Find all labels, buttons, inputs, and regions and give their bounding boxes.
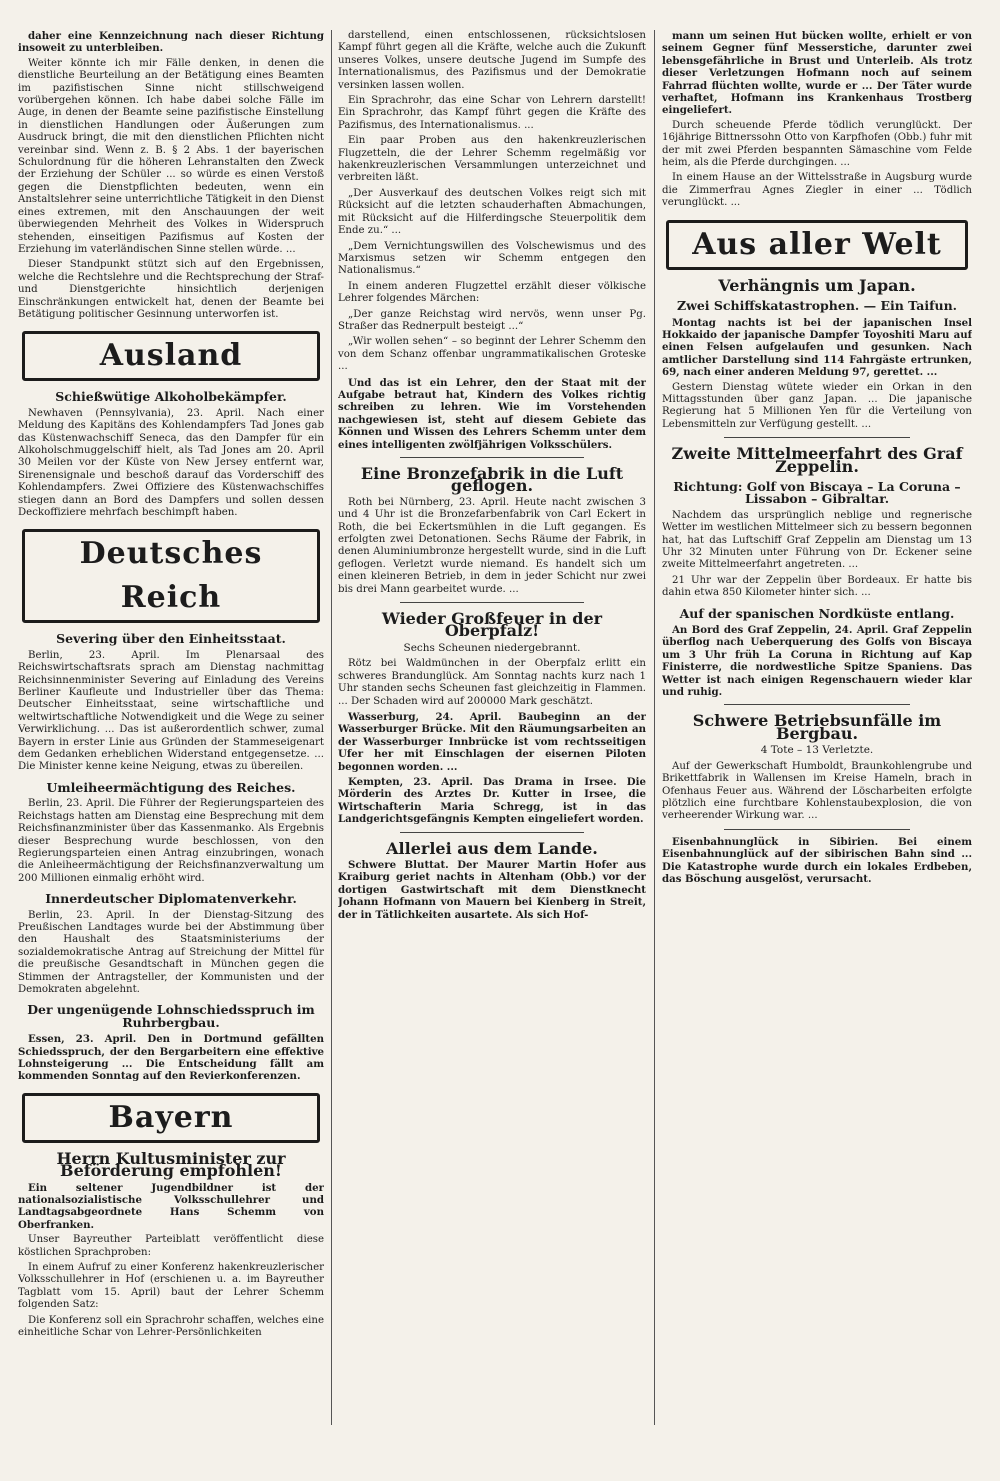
column-rule xyxy=(331,30,332,1425)
article-paragraph: Weiter könnte ich mir Fälle denken, in denen die dienstliche Beurteilung an der Betätigung eines Beamten im pazifistischen Sinne nicht stillschweigend vorübergehen können. Ich habe dabei solche Fälle im Auge, in denen der Beamte seine pazifistische Einstellung in dienstlichen Handlungen oder Äußerungen zum Ausdruck bringt, die mit den dienstlichen Pflichten nicht vereinbar sind. Wenn z. B. § 2 Abs. 1 der bayerischen Schulordnung für die höheren Lehranstalten den Zweck der Erziehung der Schüler ... so würde es einen Verstoß gegen die Dienstpflichten bedeuten, wenn ein Anstaltslehrer seine unterrichtliche Tätigkeit in den Dienst eines extremen, mit den Anschauungen der weit überwiegenden Mehrheit des Volkes in Widerspruch stehenden, einseitigen Pazifismus auf Kosten der Erziehung im vaterländischen Sinne stellen würde. ... xyxy=(18,57,324,255)
article-paragraph: „Dem Vernichtungswillen des Volschewismus und des Marxismus setzen wir Schemm entgegen den Nationalismus.“ xyxy=(338,240,646,277)
section-heading-bayern: Bayern xyxy=(22,1093,320,1143)
article-paragraph: Roth bei Nürnberg, 23. April. Heute nacht zwischen 3 und 4 Uhr ist die Bronzefarbenfabrik von Carl Eckert in Roth, die bei Eckertsmühlen in die Luft gegangen. Es erfolgten zwei Detonationen. Sechs Räume der Fabrik, in denen Aluminiumbronze hergestellt wurde, sind in die Luft geflogen. Verletzt wurde niemand. Es handelt sich um einen kleineren Betrieb, in dem in jeder Schicht nur zwei bis drei Mann gearbeitet wurde. ... xyxy=(338,496,646,595)
article-subheadline: Zwei Schiffskatastrophen. — Ein Taifun. xyxy=(676,298,958,314)
article-paragraph: Ein paar Proben aus den hakenkreuzlerischen Flugzetteln, die der Lehrer Schemm regelmäßig vor hakenkreuzlerischen Versammlungen unterzeichnet und verbreiten läßt. xyxy=(338,135,646,184)
article-paragraph: Eisenbahnunglück in Sibirien. Bei einem Eisenbahnunglück auf der sibirischen Bahn sind ... Die Katastrophe wurde durch ein lokales Erdbeben, das Böschung ausgelöst, verursacht. xyxy=(662,835,972,885)
article-paragraph: Essen, 23. April. Den in Dortmund gefällten Schiedsspruch, der den Bergarbeitern eine effektive Lohnsteigerung ... Die Entscheidung fällt am kommenden Sonntag auf den Revierkonferenzen. xyxy=(18,1033,324,1083)
section-heading-aus-aller-welt: Aus aller Welt xyxy=(666,220,968,270)
article-paragraph: Kempten, 23. April. Das Drama in Irsee. Die Mörderin des Arztes Dr. Kutter in Irsee, die Wirtschafterin Maria Schregg, ist in das Landgerichtsgefängnis Kempten eingeliefert worden. xyxy=(338,775,646,826)
article-headline: Severing über den Einheitsstaat. xyxy=(56,631,286,647)
column-rule xyxy=(654,30,655,1425)
article-headline: Eine Bronzefabrik in die Luft geflogen. xyxy=(360,464,624,496)
article-paragraph: Schwere Bluttat. Der Maurer Martin Hofer aus Kraiburg geriet nachts in Altenham (Obb.) vor der dortigen Gastwirtschaft mit dem Dienstknecht Johann Hofmann von Mauern bei Kienberg in Streit, der in Tätlichkeiten ausartete. Als sich Hof- xyxy=(338,858,646,921)
article-headline: Wieder Großfeuer in der Oberpfalz! xyxy=(381,609,603,641)
divider xyxy=(724,704,910,705)
article-paragraph: Und das ist ein Lehrer, den der Staat mit der Aufgabe betraut hat, Kindern des Volkes richtig schreiben zu lehren. Wie im Vorstehenden nachgewiesen ist, steht auf diesem Gebiete das Können und Wissen des Lehrers Schemm unter dem eines intelligenten zwölfjährigen Volksschülers. xyxy=(338,376,646,451)
article-paragraph: Ein seltener Jugendbildner ist der nationalsozialistische Volksschullehrer und Landtagsabgeordnete Hans Schemm von Oberfranken. xyxy=(18,1181,324,1231)
article-headline: Zweite Mittelmeerfahrt des Graf Zeppelin. xyxy=(671,444,963,476)
article-subheadline: Sechs Scheunen niedergebrannt. xyxy=(403,641,581,654)
article-paragraph: Newhaven (Pennsylvania), 23. April. Nach einer Meldung des Kapitäns des Kohlendampfers Tad Jones gab das Küstenwachschiff Seneca, das den Dampfer für ein Alkoholschmuggelschiff hielt, als Tad Jones am 20. April 30 Meilen vor der Küste von New Jersey entfernt war, Sirenensignale und beschoß darauf das Vorderschiff des Kohlendampfers. Zwei Offiziere des Küstenwachschiffes stiegen dann an Bord des Dampfers und sollen dessen Deckoffiziere mehrfach beschimpft haben. xyxy=(18,407,324,518)
article-headline: Herrn Kultusminister zur Beförderung empfohlen! xyxy=(56,1148,286,1181)
article-headline: Der ungenügende Lohnschiedsspruch im Ruhrbergbau. xyxy=(27,1002,315,1030)
article-paragraph: „Der ganze Reichstag wird nervös, wenn unser Pg. Straßer das Rednerpult besteigt ...“ xyxy=(338,308,646,332)
article-headline: Verhängnis um Japan. xyxy=(718,275,916,295)
article-paragraph: In einem Aufruf zu einer Konferenz hakenkreuzlerischer Volksschullehrer in Hof (erschienen u. a. im Bayreuther Tagblatt vom 15. April) baut der Lehrer Schemm folgenden Satz: xyxy=(18,1262,324,1311)
article-paragraph: daher eine Kennzeichnung nach dieser Richtung insoweit zu unterbleiben. xyxy=(18,30,324,55)
article-paragraph: In einem Hause an der Wittelsstraße in Augsburg wurde die Zimmerfrau Agnes Ziegler in einer ... Tödlich verunglückt. ... xyxy=(662,172,972,209)
article-paragraph: Auf der Gewerkschaft Humboldt, Braunkohlengrube und Brikettfabrik in Wallensen im Kreise Hameln, brach in Ofenhaus Feuer aus. Während der Löscharbeiten erfolgte plötzlich eine furchtbare Kohlenstaubexplosion, die von verheerender Wirkung war. ... xyxy=(662,760,972,822)
article-paragraph: Montag nachts ist bei der japanischen Insel Hokkaido der japanische Dampfer Toyoshiti Maru auf einen Felsen aufgelaufen und gesunken. Nach amtlicher Darstellung sind 114 Fahrgäste ertrunken, 69, nach einer anderen Meldung 97, gerettet. ... xyxy=(662,316,972,379)
article-paragraph: In einem anderen Flugzettel erzählt dieser völkische Lehrer folgendes Märchen: xyxy=(338,280,646,305)
article-paragraph: Berlin, 23. April. Die Führer der Regierungsparteien des Reichstags hatten am Dienstag eine Besprechung mit dem Reichsfinanzminister über das Kassenmanko. Als Ergebnis dieser Besprechung wurde beschlossen, von den Regierungsparteien einen Antrag einzubringen, wonach die Anleiheermächtigung der Reichsfinanzverwaltung um 200 Millionen einmalig erhöht wird. xyxy=(18,798,324,884)
article-paragraph: Nachdem das ursprünglich neblige und regnerische Wetter im westlichen Mittelmeer sich zu bessern begonnen hat, hat das Luftschiff Graf Zeppelin am Dienstag um 13 Uhr 32 Minuten unter Führung von Dr. Eckener seine zweite Mittelmeerfahrt angetreten. ... xyxy=(662,509,972,571)
divider xyxy=(724,829,910,830)
divider xyxy=(724,437,910,438)
article-paragraph: Ein Sprachrohr, das eine Schar von Lehrern darstellt! Ein Sprachrohr, das Kampf führt gegen die Kräfte des Pazifismus, des Internationalismus. ... xyxy=(338,95,646,131)
article-paragraph: 21 Uhr war der Zeppelin über Bordeaux. Er hatte bis dahin etwa 850 Kilometer hinter sich. ... xyxy=(662,574,972,599)
article-subheadline: Auf der spanischen Nordküste entlang. xyxy=(679,605,955,621)
article-headline: Allerlei aus dem Lande. xyxy=(386,838,598,858)
article-paragraph: darstellend, einen entschlossenen, rücksichtslosen Kampf führt gegen all die Kräfte, welche auch die Zukunft unseres Volkes, unsere deutsche Jugend im Sumpfe des Internationalismus, des Pazifismus und der Demokratie versinken lassen wollen. xyxy=(338,30,646,91)
article-paragraph: Wasserburg, 24. April. Baubeginn an der Wasserburger Brücke. Mit den Räumungsarbeiten an der Wasserburger Innbrücke ist vom rechtsseitigen Ufer her mit Einschlagen der eisernen Piloten begonnen worden. ... xyxy=(338,710,646,773)
article-paragraph: Berlin, 23. April. In der Dienstag-Sitzung des Preußischen Landtages wurde bei der Abstimmung über den Haushalt des Staatsministeriums der sozialdemokratische Antrag auf Streichung der Mittel für die preußische Gesandtschaft in München gegen die Stimmen der Antragsteller, der Kommunisten und der Demokraten abgelehnt. xyxy=(18,909,324,995)
article-paragraph: An Bord des Graf Zeppelin, 24. April. Graf Zeppelin überflog nach Ueberquerung des Golfs von Biscaya um 3 Uhr früh La Coruna in Richtung auf Kap Finisterre, die nordwestliche Spitze Spaniens. Das Wetter ist nach einigen Regenschauern wieder klar und ruhig. xyxy=(662,624,972,699)
divider xyxy=(400,457,585,458)
article-paragraph: Gestern Dienstag wütete wieder ein Orkan in den Mittagsstunden über ganz Japan. ... Die japanische Regierung hat 5 Millionen Yen für die Verteilung von Lebensmitteln zur Verfügung gestellt. ... xyxy=(662,381,972,430)
column-1 xyxy=(18,30,324,1430)
article-paragraph: Durch scheuende Pferde tödlich verunglückt. Der 16jährige Bittnerssohn Otto von Karpfhofen (Obb.) fuhr mit der mit zwei Pferden bespannten Sämaschine vom Felde heim, als die Pferde durchgingen. ... xyxy=(662,119,972,169)
divider xyxy=(400,832,585,833)
divider xyxy=(400,602,585,603)
column-2 xyxy=(338,30,646,1430)
article-paragraph: Dieser Standpunkt stützt sich auf den Ergebnissen, welche die Rechtslehre und die Rechtsprechung der Straf- und Dienstgerichte hinsichtlich derjenigen Einschränkungen entwickelt hat, denen der Beamte bei Betätigung politischer Gesinnung unterworfen ist. xyxy=(18,259,324,320)
article-headline: Schießwütige Alkoholbekämpfer. xyxy=(55,389,287,405)
article-subheadline: 4 Tote – 13 Verletzte. xyxy=(760,744,874,757)
section-heading-ausland: Ausland xyxy=(22,331,320,381)
article-paragraph: Rötz bei Waldmünchen in der Oberpfalz erlitt ein schweres Brandunglück. Am Sonntag nachts kurz nach 1 Uhr standen sechs Scheunen fast gleichzeitig in Flammen. ... Der Schaden wird auf 200000 Mark geschätzt. xyxy=(338,658,646,707)
article-headline: Innerdeutscher Diplomatenverkehr. xyxy=(45,891,297,907)
article-paragraph: Berlin, 23. April. Im Plenarsaal des Reichswirtschaftsrats sprach am Dienstag nachmittag Reichsinnenminister Severing auf Einladung des Vereins Berliner Kaufleute und Industrieller über das Thema: Deutscher Einheitsstaat, seine wirtschaftliche und weltwirtschaftliche Notwendigkeit und die Wege zu seiner Verwirklichung. ... Das ist außerordentlich schwer, zumal Bayern in erster Linie aus Gründen der Stammeseigenart dem Gedanken erheblichen Widerstand entgegensetze. ... Die Minister kenne keine Neigung, etwas zu übereilen. xyxy=(18,649,324,773)
article-paragraph: „Der Ausverkauf des deutschen Volkes reigt sich mit Rücksicht auf die letzten schauderhaften Abmachungen, mit Rücksicht auf die Hilferdingsche Steuerpolitik dem Ende zu.“ ... xyxy=(338,187,646,237)
section-heading-deutsches-reich: Deutsches Reich xyxy=(22,529,320,623)
article-headline: Umleiheermächtigung des Reiches. xyxy=(46,779,296,795)
article-paragraph: Die Konferenz soll ein Sprachrohr schaffen, welches eine einheitliche Schar von Lehrer-Persönlichkeiten xyxy=(18,1314,324,1339)
article-paragraph: mann um seinen Hut bücken wollte, erhielt er von seinem Gegner fünf Messerstiche, darunter zwei lebensgefährliche in Brust und Unterleib. Als trotz dieser Verletzungen Hofmann noch auf seinem Fahrrad flüchten wollte, wurde er ... Der Täter wurde verhaftet, Hofmann ins Krankenhaus Trostberg eingeliefert. xyxy=(662,30,972,117)
article-paragraph: „Wir wollen sehen“ – so beginnt der Lehrer Schemm den von dem Schanz offenbar ungrammatikalischen Groteske ... xyxy=(338,336,646,373)
article-headline: Schwere Betriebsunfälle im Bergbau. xyxy=(692,711,942,743)
column-3 xyxy=(662,30,972,1430)
article-paragraph: Unser Bayreuther Parteiblatt veröffentlicht diese köstlichen Sprachproben: xyxy=(18,1234,324,1258)
article-subheadline: Richtung: Golf von Biscaya – La Coruna – Lissabon – Gibraltar. xyxy=(673,478,961,507)
